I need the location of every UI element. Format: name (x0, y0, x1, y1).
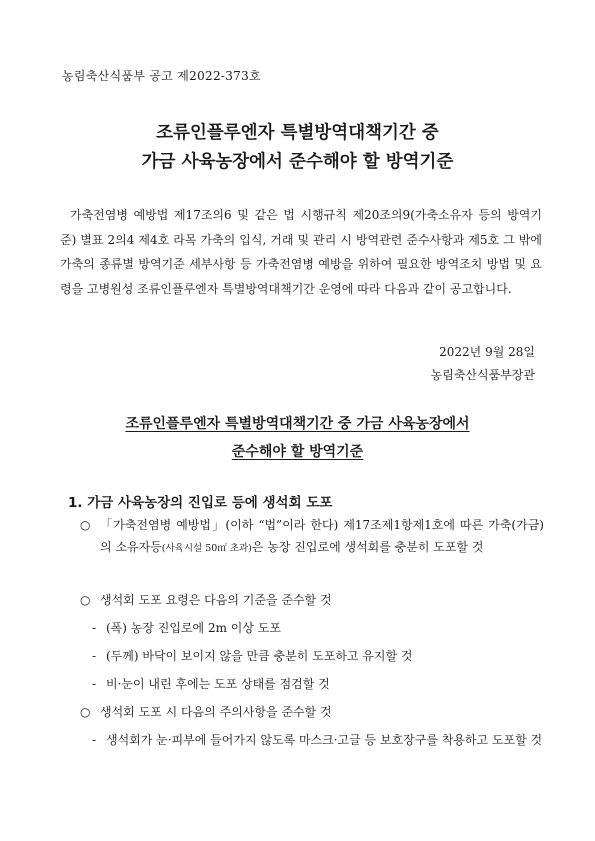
intro-paragraph: 가축전염병 예방법 제17조의6 및 같은 법 시행규칙 제20조의9(가축소유자 등의 방역기준) 별표 2의4 제4호 라목 가축의 입식, 거래 및 관리 시 방역관련 준수사항과 제5호 그 밖에 가축의 종류별 방역기준 세부사항 등 가축전염병 예방을 위하여 필요한 방역조치 방법 및 요령을 고병원성 조류인플루엔자 특별방역대책기간 운영에 따라 다음과 같이 공고합니다. (60, 208, 542, 296)
list-item (92, 673, 544, 695)
subtitle-line-1-text: 조류인플루엔자 특별방역대책기간 중 가금 사육농장에서 (125, 416, 470, 432)
subtitle-line-2 (0, 441, 595, 461)
dash-bullet: - (92, 733, 97, 747)
dash-bullet: - (92, 677, 97, 691)
list-item (92, 645, 544, 667)
list-item-text (80, 514, 544, 560)
list-item-text: 생석회 도포 요령은 다음의 기준을 준수할 것 (100, 593, 332, 607)
section-1-heading: 1. 가금 사육농장의 진입로 등에 생석회 도포 (68, 495, 333, 511)
list-item (80, 701, 544, 723)
list-item-text: 생석회가 눈·피부에 들어가지 않도록 마스크·고글 등 보호장구를 착용하고 도포할 것 (106, 733, 543, 747)
list-item (80, 514, 544, 560)
list-item-text-a: 「가축전염병 예방법」(이하 “법”이라 한다) 제17조제1항제1호에 따른 가축(가금)의 소유자등 (100, 518, 544, 554)
list-item-text: (폭) 농장 진입로에 2m 이상 도포 (106, 621, 281, 635)
subtitle-line-2-text: 준수해야 할 방역기준 (231, 444, 364, 460)
list-item (80, 589, 544, 611)
dash-bullet: - (92, 649, 97, 663)
list-item-text-b: 은 농장 진입로에 생석회를 충분히 도포할 것 (251, 540, 484, 554)
list-item-text: 생석회 도포 시 다음의 주의사항을 준수할 것 (100, 705, 332, 719)
title-line-2: 가금 사육농장에서 준수해야 할 방역기준 (141, 152, 454, 172)
list-item (92, 729, 544, 751)
subtitle-line-1 (0, 413, 595, 433)
circle-bullet: ○ (80, 705, 91, 719)
circle-bullet: ○ (80, 593, 91, 607)
notice-number: 농림축산식품부 공고 제2022-373호 (62, 69, 261, 83)
dash-bullet: - (92, 621, 97, 635)
list-item-text: (두께) 바닥이 보이지 않을 만큼 충분히 도포하고 유지할 것 (106, 649, 413, 663)
circle-bullet: ○ (80, 518, 91, 532)
notice-date: 2022년 9월 28일 (439, 345, 535, 359)
list-item-text-small: (사육시설 50㎡ 초과) (161, 543, 252, 554)
ministry-signature: 농림축산식품부장관 (430, 368, 535, 382)
list-item-text: 비·눈이 내린 후에는 도포 상태를 점검할 것 (106, 677, 330, 691)
title-line-1: 조류인플루엔자 특별방역대책기간 중 (156, 123, 439, 143)
list-item (92, 617, 544, 639)
